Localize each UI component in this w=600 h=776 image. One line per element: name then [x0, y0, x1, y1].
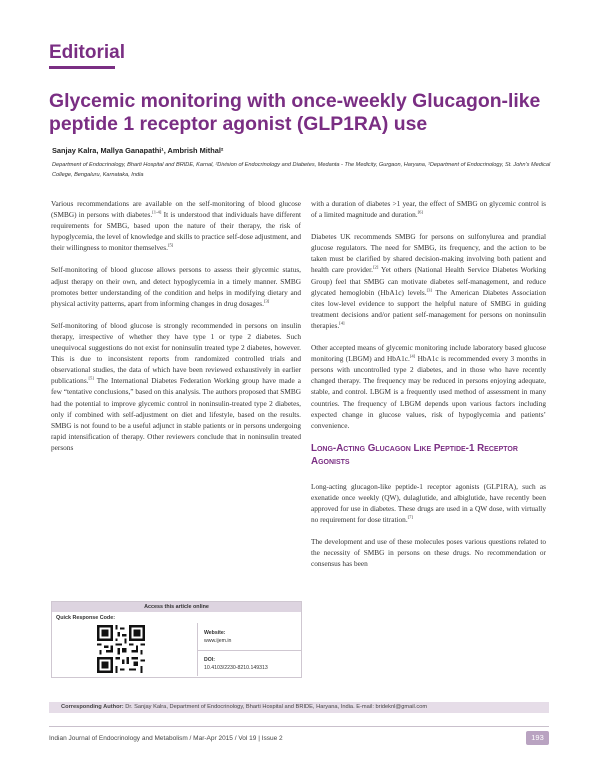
citation[interactable]: [2]	[373, 265, 379, 271]
left-column	[51, 198, 301, 464]
journal-citation: Indian Journal of Endocrinology and Metabolism / Mar-Apr 2015 / Vol 19 | Issue 2	[49, 735, 283, 742]
qr-code-icon[interactable]	[97, 625, 145, 673]
website-link[interactable]: www.ijem.in	[204, 638, 232, 644]
author-affiliations: Department of Endocrinology, Bharti Hospital and BRIDE, Karnal, ²Division of Endocrinology and Diabetes, Medanta - The Medicity, Gurgaon, Haryana, ¹Department of Endocrinology, St. John's Medical College, Bengaluru, Karnataka, India	[52, 162, 551, 178]
section-heading: Long-Acting Glucagon Like Peptide-1 Receptor Agonists	[311, 442, 518, 467]
article-title: Glycemic monitoring with once-weekly Glucagon-like peptide 1 receptor agonist (GLP1RA) use	[49, 90, 541, 135]
corresponding-author: Corresponding Author: Dr. Sanjay Kalra, Department of Endocrinology, Bharti Hospital and BRIDE, Haryana, India. E-mail: brideknl@gmail.com	[61, 704, 428, 710]
right-column	[311, 198, 546, 580]
qr-code-cell	[53, 623, 198, 676]
paragraph: Various recommendations are available on the self-monitoring of blood glucose (SMBG) in persons with diabetes.[1-4] It is understood that individuals have different requirements for SMBG, based upon the nature of their therapy, the risk of hypoglycemia, the level of knowledge and skills to practice self-dose adjustment, and their willingness to monitor themselves.[5]	[51, 199, 301, 253]
paragraph: The development and use of these molecules poses various questions related to the necessity of SMBG in persons on these drugs. No recommendation or consensus has been	[311, 537, 546, 569]
paragraph: Long-acting glucagon-like peptide-1 receptor agonists (GLP1RA), such as exenatide once weekly (QW), dulaglutide, and albiglutide, have recently been approved for use in diabetes. These drugs are used in a QW dose, with virtually no requirement for dose titration.[7]	[311, 481, 546, 525]
footer-divider	[49, 726, 549, 727]
paragraph: with a duration of diabetes >1 year, the effect of SMBG on glycemic control is of a limited magnitude and duration.[6]	[311, 199, 546, 220]
access-article-box	[51, 601, 302, 678]
doi-label: DOI:	[204, 657, 215, 663]
citation[interactable]: [3]	[426, 287, 432, 293]
doi-cell	[198, 651, 301, 676]
paragraph: Self-monitoring of blood glucose allows persons to assess their glycemic status, adjust therapy on their own, and detect hypoglycemia in a timely manner. SMBG promotes better understanding of the condition and helps in modifying dietary and physical activity patterns, apart from informing changes in drug dosages.[3]	[51, 265, 301, 308]
website-label: Website:	[204, 630, 226, 636]
doi-link[interactable]: 10.4103/2230-8210.149313	[204, 665, 268, 671]
article-authors: Sanjay Kalra, Mallya Ganapathi¹, Ambrish Mithal²	[52, 146, 224, 155]
website-cell	[198, 623, 301, 651]
page-number: 193	[526, 731, 549, 745]
citation[interactable]: [6]	[417, 209, 423, 215]
citation[interactable]: [5]	[167, 242, 174, 248]
citation[interactable]: [4]	[409, 353, 416, 359]
section-label: Editorial	[49, 42, 126, 63]
section-divider	[49, 66, 115, 69]
citation[interactable]: [5]	[88, 375, 94, 381]
citation[interactable]: [1-4]	[152, 209, 162, 215]
corresponding-author-bar	[49, 702, 549, 713]
citation[interactable]: [3]	[263, 298, 270, 304]
citation[interactable]: [7]	[407, 514, 414, 520]
access-box-title: Access this article online	[52, 602, 301, 612]
qr-code-label: Quick Response Code:	[56, 615, 116, 621]
paragraph: Self-monitoring of blood glucose is strongly recommended in persons on insulin therapy, irrespective of whether they have type 1 or type 2 diabetes. Such unequivocal suggestions do not exist for noninsulin treated type 2 diabetes, however. This is due to inconsistent reports from randomized controlled trials and observational studies, the data of which have been reviewed exhaustively in earlier publications.[5] The International Diabetes Federation Working group have made a few “tentative conclusions,” based on this analysis. The authors proposed that SMBG had the potential to improve glycemic control in noninsulin-treated type 2 diabetes, only if combined with self-adjustment on diet and lifestyle, based on the results. SMBG is not found to be a useful adjunct in stable patients or in persons undergoing rapid intensification of therapy. Other reviewers conclude that in noninsulin treated persons	[51, 320, 301, 452]
paragraph: Other accepted means of glycemic monitoring include laboratory based glucose monitoring (LBGM) and HbA1c.[4] HbA1c is recommended every 3 months in persons with uncontrolled type 2 diabetes, and in those who have recently changed therapy. The frequency may be reduced in persons enjoying adequate, stable, and control. LBGM is a frequently used method of assessment in many countries. The frequency of LBGM depends upon various factors including expected change in glucose values, risk of hypoglycemia and patients’ convenience.	[311, 343, 546, 430]
paragraph: Diabetes UK recommends SMBG for persons on sulfonylurea and prandial glucose regulators. The need for SMBG, its frequency, and the action to be taken must be clarified by shared decision-making involving both patient and health care provider.[2] Yet others (National Health Service Diabetes Working Group) feel that SMBG can motivate diabetes self-management, and reduce glycated hemoglobin (HbA1c) levels.[3] The American Diabetes Association cites low-level evidence to support the helpful nature of SMBG in guiding treatment decisions and/or patient self-management for persons on noninsulin therapies.[4]	[311, 232, 547, 330]
citation[interactable]: [4]	[339, 320, 345, 326]
